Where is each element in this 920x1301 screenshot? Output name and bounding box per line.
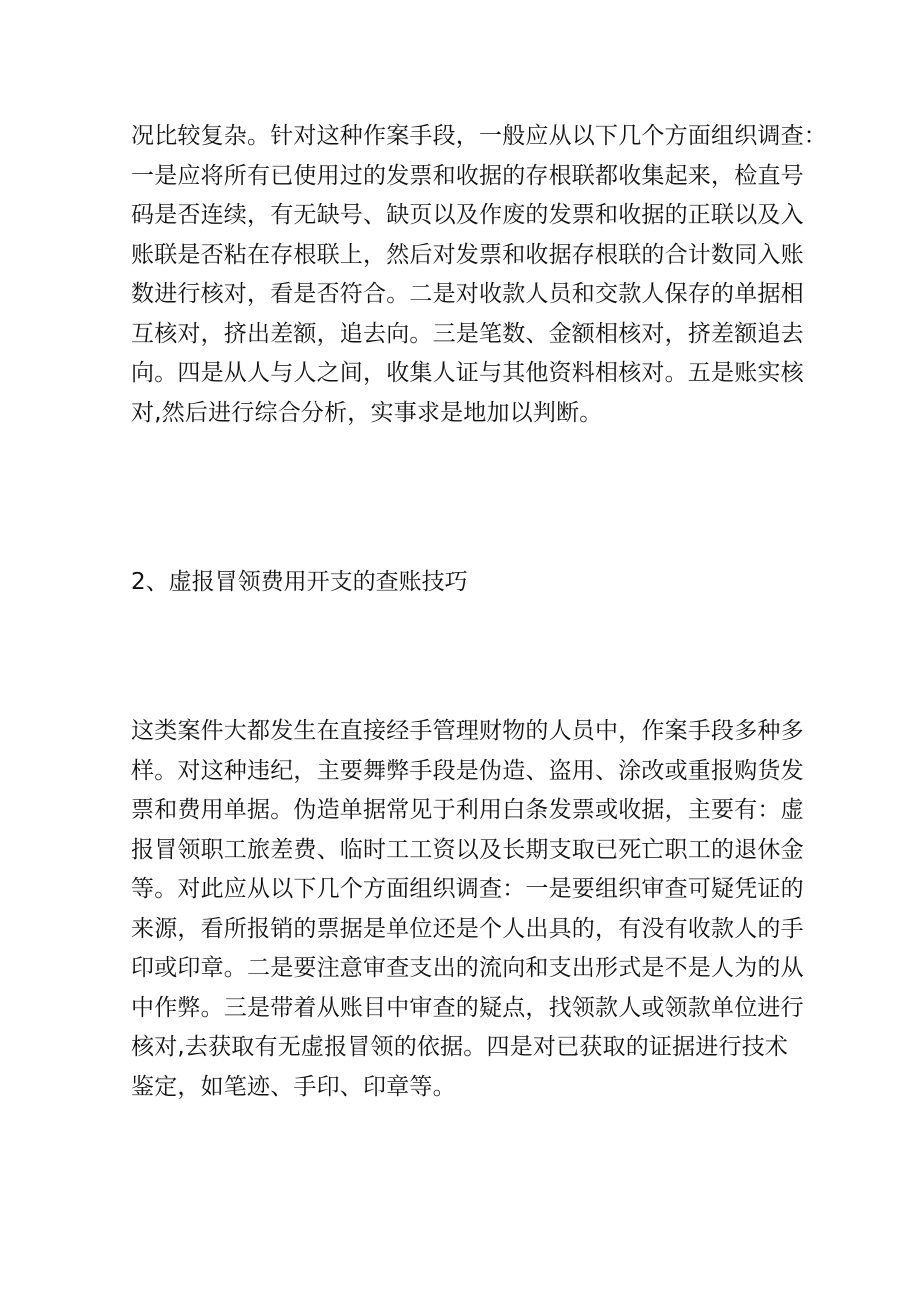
paragraph-line: 账联是否粘在存根联上，然后对发票和收据存根联的合计数同入账: [131, 241, 804, 268]
paragraph-line: 一是应将所有已使用过的发票和收据的存根联都收集起来，检直号: [131, 162, 804, 189]
paragraph-line: 等。对此应从以下几个方面组织调查：一是要组织审查可疑凭证的: [131, 876, 804, 902]
paragraph-line: 数进行核对，看是否符合。二是对收款人员和交款人保存的单据相: [131, 281, 804, 307]
section-heading: [131, 562, 801, 602]
paragraph-line: 核对,去获取有无虚报冒领的依据。四是对已获取的证据进行技术: [131, 1034, 789, 1060]
paragraph-line: 报冒领职工旅差费、临时工工资以及长期支取已死亡职工的退休金: [131, 836, 804, 863]
paragraph-line: 票和费用单据。伪造单据常见于利用白条发票或收据，主要有：虚: [131, 797, 804, 823]
paragraph-line: 样。对这种违纪，主要舞弊手段是伪造、盗用、涂改或重报购货发: [131, 757, 804, 784]
paragraph-line: 互核对，挤出差额，追去向。三是笔数、金额相核对，挤差额追去: [131, 320, 804, 347]
paragraph-line: 对,然后进行综合分析，实事求是地加以判断。: [131, 399, 603, 426]
paragraph-line: 印或印章。二是要注意审查支出的流向和支出形式是不是人为的从: [131, 955, 804, 981]
paragraph-line: 鉴定，如笔迹、手印、印章等。: [131, 1073, 456, 1100]
paragraph-1: [131, 117, 827, 433]
paragraph-line: 来源，看所报销的票据是单位还是个人出具的，有没有收款人的手: [131, 915, 804, 942]
paragraph-2: [131, 712, 804, 1107]
paragraph-line: 码是否连续，有无缺号、缺页以及作废的发票和收据的正联以及入: [131, 202, 804, 228]
paragraph-line: 况比较复杂。针对这种作案手段，一般应从以下几个方面组织调查：: [131, 123, 827, 149]
paragraph-line: 这类案件大都发生在直接经手管理财物的人员中，作案手段多种多: [131, 718, 804, 744]
paragraph-line: 向。四是从人与人之间，收集人证与其他资料相核对。五是账实核: [131, 360, 804, 386]
section-heading-text: 2、虚报冒领费用开支的查账技巧: [131, 569, 468, 595]
paragraph-line: 中作弊。三是带着从账目中审查的疑点，找领款人或领款单位进行: [131, 994, 804, 1021]
